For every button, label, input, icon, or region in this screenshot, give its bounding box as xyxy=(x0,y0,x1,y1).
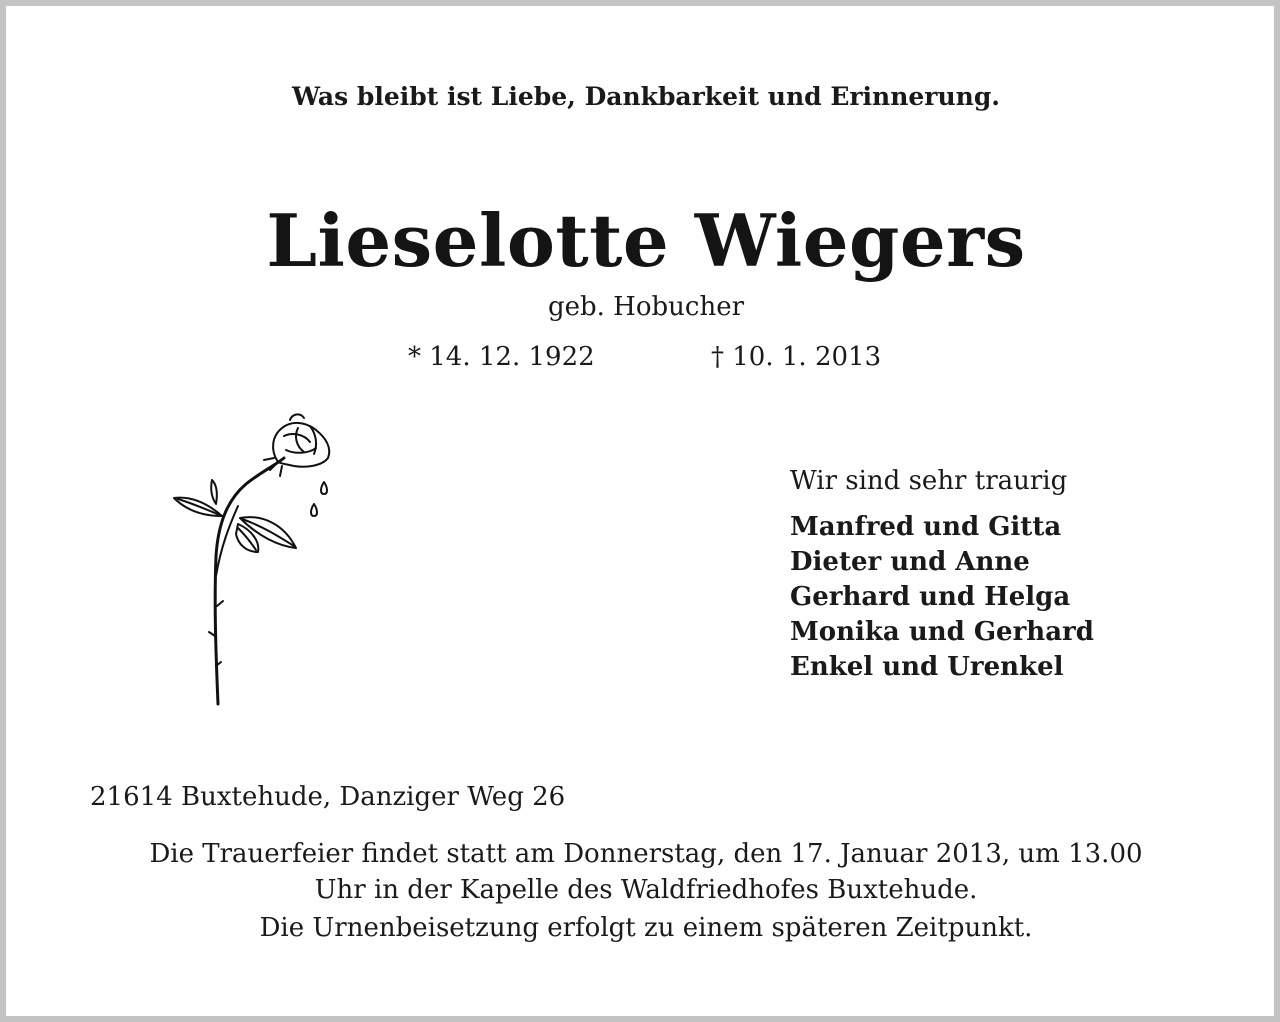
birth-date: * 14. 12. 1922 xyxy=(408,342,595,372)
mourners-block xyxy=(790,466,1094,685)
mourners-intro: Wir sind sehr traurig xyxy=(790,466,1068,496)
deceased-name: Lieselotte Wiegers xyxy=(266,198,1026,283)
ceremony-notice: Die Trauerfeier findet statt am Donnerstag, den 17. Januar 2013, um 13.00 Uhr in der Kapelle des Waldfriedhofes Buxtehude. xyxy=(149,839,1143,905)
death-date: † 10. 1. 2013 xyxy=(711,342,882,372)
mourner-name: Manfred und Gitta xyxy=(790,512,1062,542)
mourner-name: Monika und Gerhard xyxy=(790,617,1094,647)
rose-with-tears-icon xyxy=(166,406,346,711)
mourner-name: Gerhard und Helga xyxy=(790,582,1071,612)
urn-burial-notice: Die Urnenbeisetzung erfolgt zu einem späteren Zeitpunkt. xyxy=(259,913,1033,943)
motto: Was bleibt ist Liebe, Dankbarkeit und Erinnerung. xyxy=(291,82,1001,111)
mourner-name: Enkel und Urenkel xyxy=(790,652,1064,682)
address: 21614 Buxtehude, Danziger Weg 26 xyxy=(90,782,566,812)
maiden-name: geb. Hobucher xyxy=(547,292,745,322)
mourner-name: Dieter und Anne xyxy=(790,547,1030,577)
mourners-list xyxy=(790,510,1094,685)
